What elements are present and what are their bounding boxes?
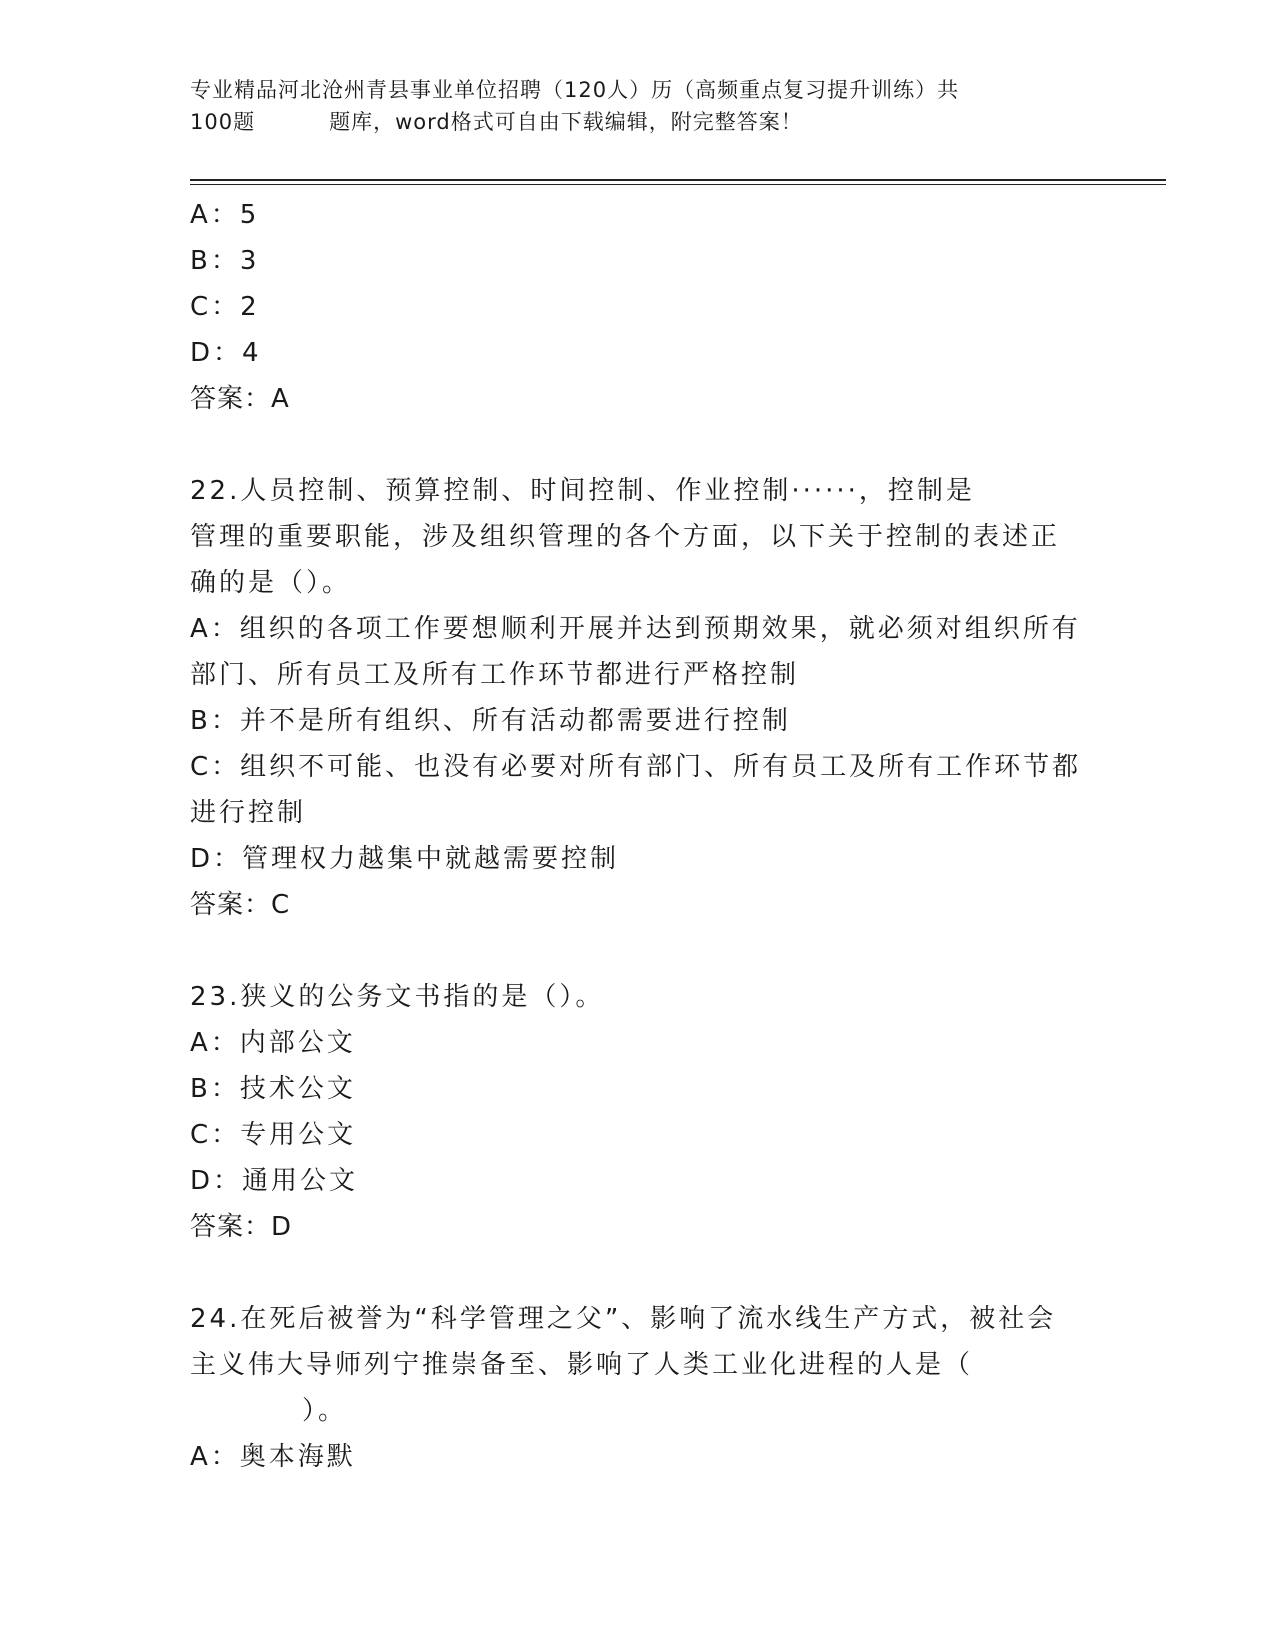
q24-stem-line1: 24.在死后被誉为“科学管理之父”、影响了流水线生产方式，被社会 [190, 1304, 1057, 1334]
q24-option-a: A：奥本海默 [190, 1442, 356, 1472]
q21-option-a: A：5 [190, 200, 260, 230]
q22-option-d: D：管理权力越集中就越需要控制 [190, 844, 620, 874]
header-title-line1: 专业精品河北沧州青县事业单位招聘（120人）历（高频重点复习提升训练）共 [190, 78, 960, 102]
q21-answer: 答案：A [190, 384, 290, 414]
q23-option-b: B：技术公文 [190, 1074, 356, 1104]
q23-option-d: D：通用公文 [190, 1166, 359, 1196]
q23-option-c: C：专用公文 [190, 1120, 357, 1150]
header-title-line2 [190, 106, 1090, 138]
q22-option-b: B：并不是所有组织、所有活动都需要进行控制 [190, 706, 791, 736]
header-divider-thin [190, 184, 1166, 185]
q22-stem-line1: 22.人员控制、预算控制、时间控制、作业控制······，控制是 [190, 476, 975, 506]
q24-stem-line2: 主义伟大导师列宁推崇备至、影响了人类工业化进程的人是（ [190, 1350, 974, 1380]
q21-option-c: C：2 [190, 292, 260, 322]
header-question-count: 100题 [190, 110, 256, 134]
q22-option-c-line1: C：组织不可能、也没有必要对所有部门、所有员工及所有工作环节都 [190, 752, 1082, 782]
header-divider-thick [190, 179, 1166, 181]
q22-option-c-line2: 进行控制 [190, 798, 307, 828]
question-content [190, 192, 1090, 1480]
question-23 [190, 974, 1090, 1250]
q23-stem: 23.狭义的公务文书指的是（）。 [190, 982, 605, 1012]
q23-option-a: A：内部公文 [190, 1028, 356, 1058]
q23-answer: 答案：D [190, 1212, 293, 1242]
q24-stem-line3: ）。 [302, 1396, 348, 1426]
header-subtitle: 题库，word格式可自由下载编辑，附完整答案！ [329, 110, 803, 134]
q22-stem-line3: 确的是（）。 [190, 568, 352, 598]
question-22 [190, 468, 1090, 928]
q22-option-a-line1: A：组织的各项工作要想顺利开展并达到预期效果，就必须对组织所有 [190, 614, 1081, 644]
q22-option-a-line2: 部门、所有员工及所有工作环节都进行严格控制 [190, 660, 800, 690]
q21-option-b: B：3 [190, 246, 260, 276]
page-header [190, 74, 1090, 138]
q21-option-d: D：4 [190, 338, 262, 368]
question-24 [190, 1296, 1090, 1480]
question-21 [190, 192, 1090, 422]
q22-answer: 答案：C [190, 890, 291, 920]
q22-stem-line2: 管理的重要职能，涉及组织管理的各个方面，以下关于控制的表述正 [190, 522, 1061, 552]
